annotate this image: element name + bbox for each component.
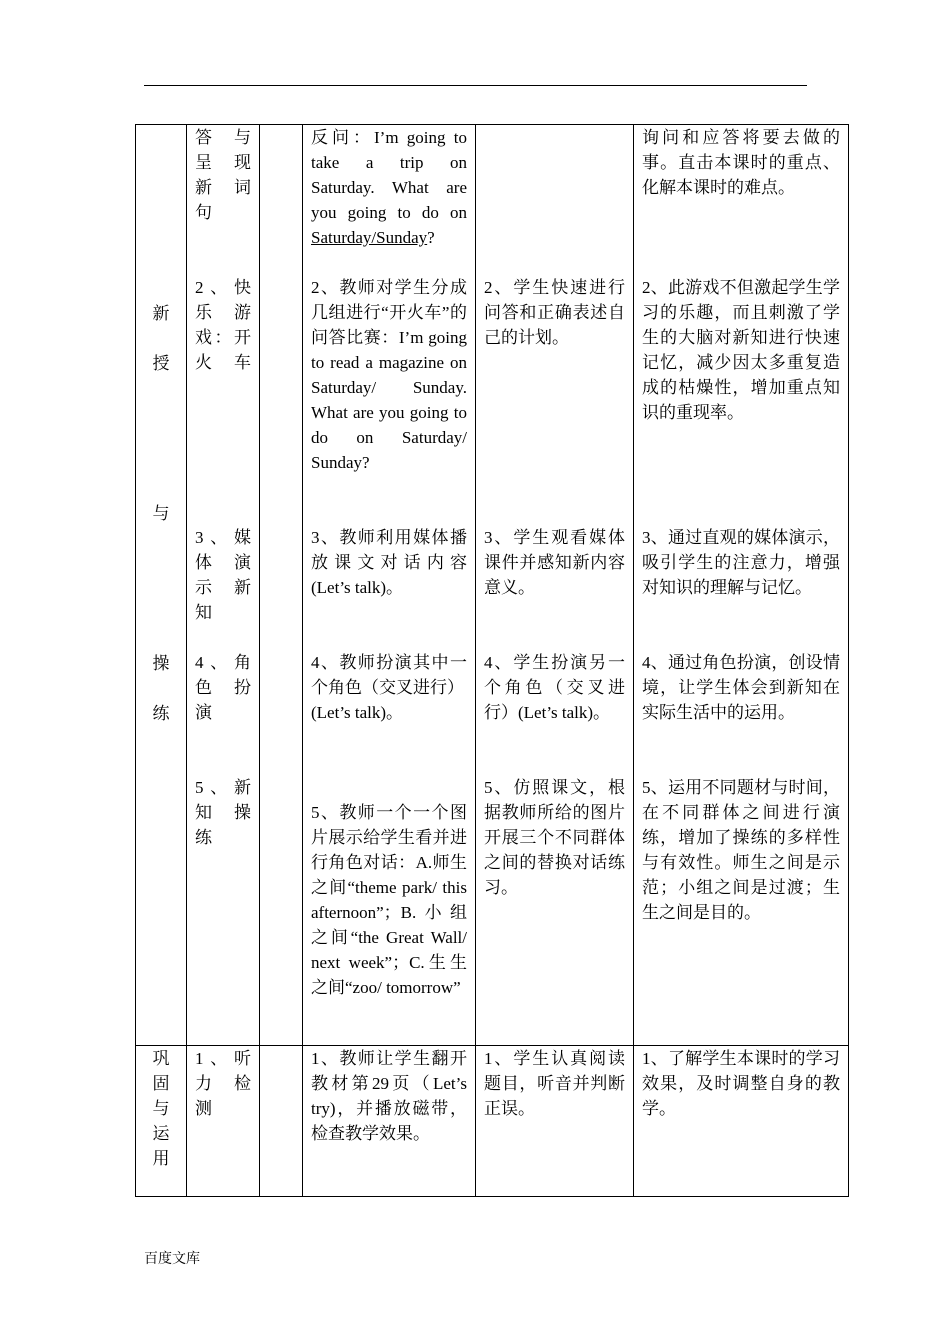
step-column (187, 1046, 260, 1197)
section-label-char: 操 (152, 654, 170, 673)
student-activity-column (476, 125, 634, 1046)
footer-brand: 百度文库 (144, 1251, 200, 1267)
design-purpose-cell: 2、此游戏不但激起学生学习的乐趣，而且刺激了学生的大脑对新知进行快速记忆，减少因太多重复造成的枯燥性，增加重点知识的重现率。 (642, 278, 840, 422)
design-purpose-column (634, 1046, 849, 1197)
lesson-plan-table (135, 124, 849, 1197)
section-label-char: 与 (152, 504, 170, 523)
teacher-activity-cell: 5、教师一个一个图片展示给学生看并进行角色对话：A.师生之间“theme park/ this afternoon”；B.小组之间“the Great Wall/ next week”；C.生生之间“zoo/ tomorrow” (311, 803, 467, 997)
step-cell: 4、角 色 扮 演 (195, 653, 251, 722)
teacher-activity-cell: 4、教师扮演其中一个角色（交叉进行） (Let’s talk)。 (311, 653, 467, 722)
section-label-char: 固 (152, 1074, 170, 1093)
design-purpose-cell: 1、了解学生本课时的学习效果，及时调整自身的教学。 (642, 1049, 840, 1118)
student-activity-cell: 3、学生观看媒体课件并感知新内容意义。 (484, 528, 625, 597)
student-activity-cell: 4、学生扮演另一个角色（交叉进行）(Let’s talk)。 (484, 653, 625, 722)
design-purpose-cell: 4、通过角色扮演，创设情境，让学生体会到新知在实际生活中的运用。 (642, 653, 840, 722)
student-activity-cell: 5、仿照课文，根据教师所给的图片开展三个不同群体之间的替换对话练习。 (484, 778, 625, 897)
student-activity-cell (476, 125, 633, 275)
section-label-char: 与 (152, 1099, 170, 1118)
teacher-activity-cell: 3、教师利用媒体播放课文对话内容(Let’s talk)。 (311, 528, 467, 597)
table-row-section-new-teaching (136, 125, 849, 1046)
teacher-activity-cell: 1、教师让学生翻开教材第29页（Let’s try)，并播放磁带，检查教学效果。 (311, 1049, 467, 1143)
section-label-char: 巩 (152, 1049, 170, 1068)
section-label-char: 用 (152, 1149, 170, 1168)
section-label-char: 授 (152, 354, 170, 373)
student-activity-cell: 2、学生快速进行问答和正确表述自己的计划。 (484, 278, 625, 347)
section-label-char: 运 (152, 1124, 170, 1143)
step-cell: 5、新 知 操 练 (195, 778, 251, 847)
step-cell: 答 与 呈 现 新 词 句 (195, 128, 251, 222)
design-purpose-cell: 3、通过直观的媒体演示，吸引学生的注意力，增强对知识的理解与记忆。 (642, 528, 840, 597)
step-cell: 3、媒 体 演 示 新 知 (195, 528, 251, 622)
blank-column (260, 1046, 303, 1197)
blank-column (260, 125, 303, 1046)
design-purpose-cell: 询问和应答将要去做的事。直击本课时的重点、化解本课时的难点。 (642, 128, 840, 197)
teacher-activity-cell: 2、教师对学生分成几组进行“开火车”的问答比赛：I’m going to read a magazine on Saturday/ Sunday. What are you going to do on Saturday/ Sunday? (311, 278, 467, 472)
teacher-activity-column (303, 125, 476, 1046)
header-rule (144, 85, 807, 86)
step-column (187, 125, 260, 1046)
underlined-text: Saturday/Sunday (311, 228, 428, 247)
section-label-char: 新 (152, 304, 170, 323)
design-purpose-column (634, 125, 849, 1046)
step-cell: 2、快 乐 游 戏：开 火车 (195, 278, 251, 372)
section-label-new-teaching (136, 125, 187, 1046)
table-row-section-consolidation (136, 1046, 849, 1197)
student-activity-cell: 1、学生认真阅读题目，听音并判断正误。 (484, 1049, 625, 1118)
step-cell: 1、听 力 检 测 (195, 1049, 251, 1118)
design-purpose-cell: 5、运用不同题材与时间，在不同群体之间进行演练，增加了操练的多样性与有效性。师生之间是示范；小组之间是过渡；生生之间是目的。 (642, 778, 840, 922)
section-label-consolidation (136, 1046, 187, 1197)
section-label-char: 练 (152, 704, 170, 723)
student-activity-column (476, 1046, 634, 1197)
teacher-activity-cell: 反问：I’m going to take a trip on Saturday. What are you going to do on Saturday/Sunday? (311, 128, 467, 247)
teacher-activity-column (303, 1046, 476, 1197)
